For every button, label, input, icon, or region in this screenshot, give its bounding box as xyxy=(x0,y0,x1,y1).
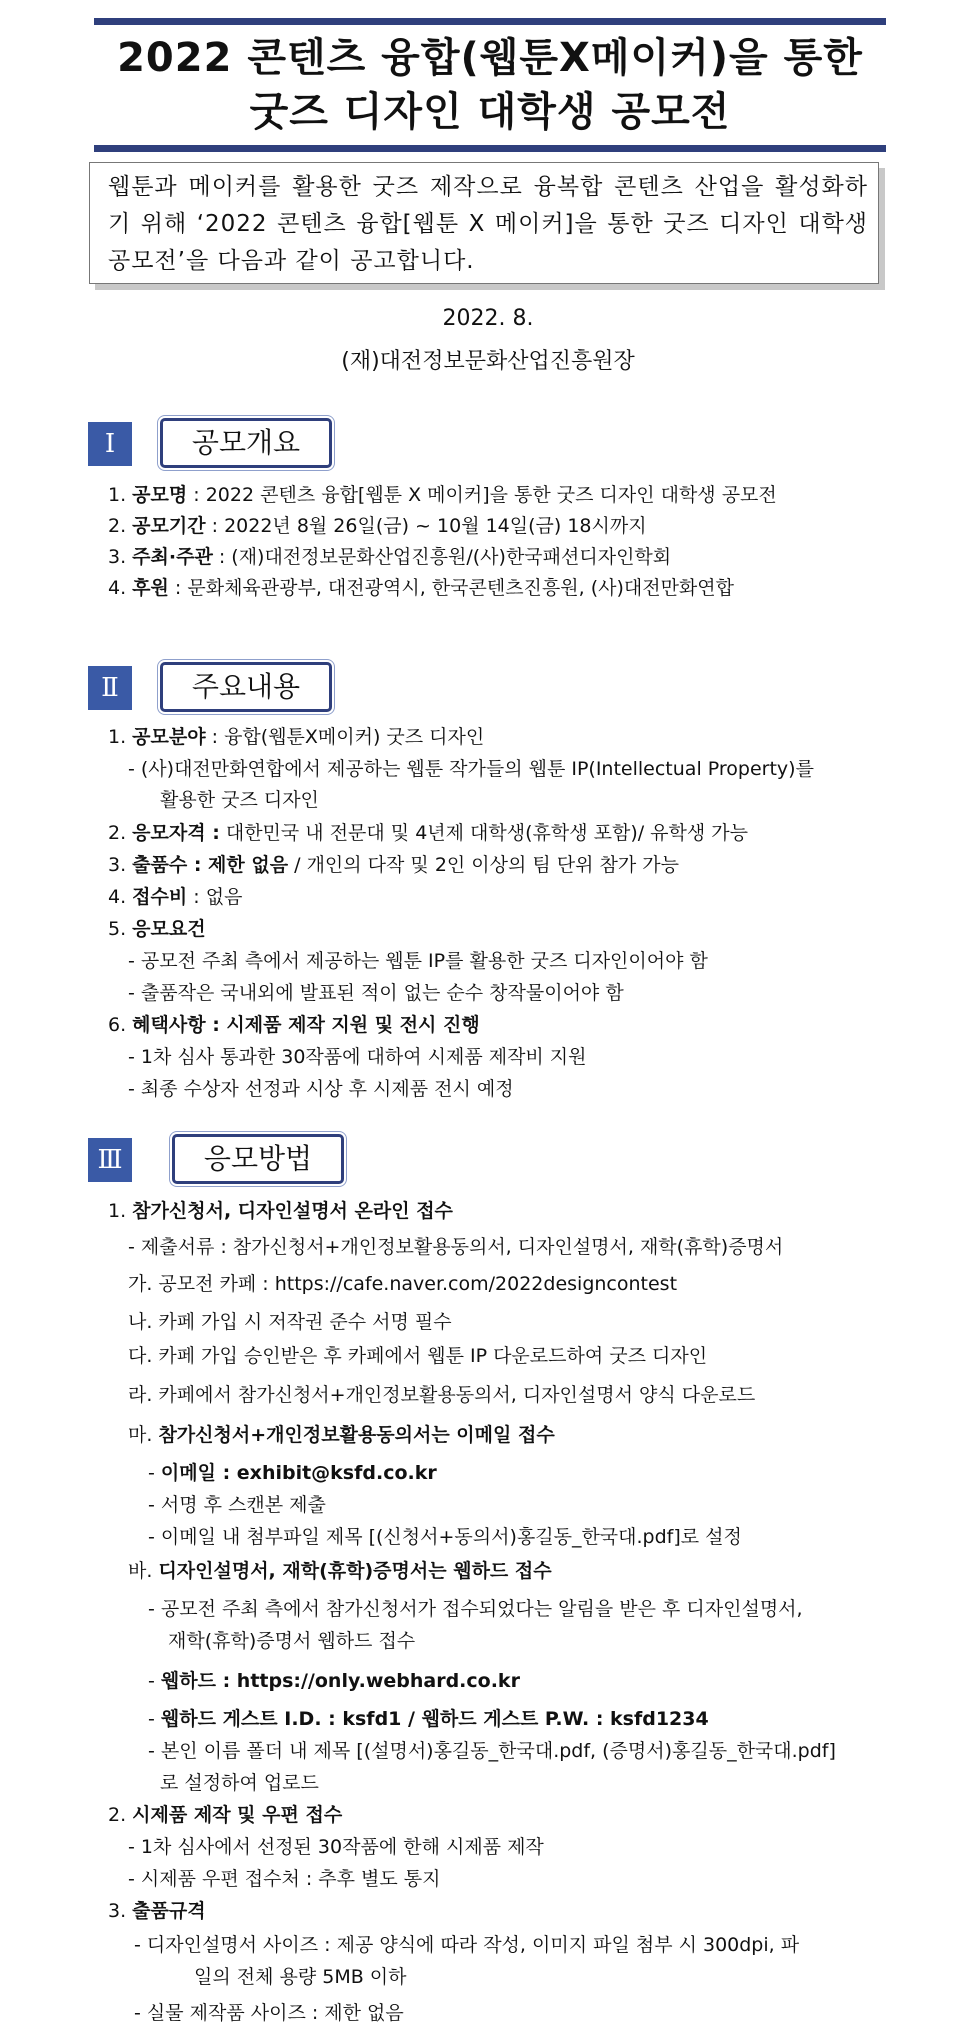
method-webhard-desc: - 공모전 주최 측에서 참가신청서가 접수되었다는 알림을 받은 후 디자인설명서, xyxy=(148,1598,803,1620)
method-item-1: 1. 참가신청서, 디자인설명서 온라인 접수 xyxy=(108,1200,453,1222)
section-2-number: Ⅱ xyxy=(88,666,132,710)
section-3-number: Ⅲ xyxy=(88,1138,132,1182)
section-1-number: Ⅰ xyxy=(88,422,132,466)
notice-date: 2022. 8. xyxy=(442,306,534,331)
section-3-title: 응모방법 xyxy=(172,1134,344,1184)
notice-organizer: (재)대전정보문화산업진흥원장 xyxy=(341,349,635,374)
content-item-6-benefit-2: - 최종 수상자 선정과 시상 후 시제품 전시 예정 xyxy=(128,1078,514,1100)
title-line-1: 2022 콘텐츠 융합(웹툰X메이커)을 통한 xyxy=(117,35,863,81)
method-webhard-filename-cont: 로 설정하여 업로드 xyxy=(160,1772,319,1794)
content-item-6-benefit-1: - 1차 심사 통과한 30작품에 대하여 시제품 제작비 지원 xyxy=(128,1046,587,1068)
method-step-ma: 마. 참가신청서+개인정보활용동의서는 이메일 접수 xyxy=(128,1424,555,1446)
method-spec-2: - 실물 제작품 사이즈 : 제한 없음 xyxy=(134,2002,404,2024)
title-line-2: 굿즈 디자인 대학생 공모전 xyxy=(249,89,731,135)
content-item-5-req-1: - 공모전 주최 측에서 제공하는 웹툰 IP를 활용한 굿즈 디자인이어야 함 xyxy=(128,950,708,972)
content-item-6: 6. 혜택사항 : 시제품 제작 지원 및 전시 진행 xyxy=(108,1014,480,1036)
method-documents: - 제출서류 : 참가신청서+개인정보활용동의서, 디자인설명서, 재학(휴학)증명서 xyxy=(128,1236,784,1258)
content-item-1: 1. 공모분야 : 융합(웹툰X메이커) 굿즈 디자인 xyxy=(108,726,485,748)
section-1-title: 공모개요 xyxy=(160,418,332,468)
method-prototype-1: - 1차 심사에서 선정된 30작품에 한해 시제품 제작 xyxy=(128,1836,544,1858)
overview-item-3: 3. 주최·주관 : (재)대전정보문화산업진흥원/(사)한국패션디자인학회 xyxy=(108,546,672,568)
intro-box: 웹툰과 메이커를 활용한 굿즈 제작으로 융복합 콘텐츠 산업을 활성화하기 위해 ‘2022 콘텐츠 융합[웹툰 X 메이커]을 통한 굿즈 디자인 대학생 공모전’을 다음과 같이 공고합니다. xyxy=(89,162,879,284)
title-bottom-rule xyxy=(94,145,886,152)
method-item-3: 3. 출품규격 xyxy=(108,1900,206,1922)
method-step-ra: 라. 카페에서 참가신청서+개인정보활용동의서, 디자인설명서 양식 다운로드 xyxy=(128,1384,756,1406)
section-2-title: 주요내용 xyxy=(160,662,332,712)
title-block xyxy=(94,18,886,152)
method-email-filename: - 이메일 내 첨부파일 제목 [(신청서+동의서)홍길동_한국대.pdf]로 설정 xyxy=(148,1526,742,1548)
content-item-1-desc-cont: 활용한 굿즈 디자인 xyxy=(160,789,319,811)
method-webhard-filename: - 본인 이름 폴더 내 제목 [(설명서)홍길동_한국대.pdf, (증명서)홍길동_한국대.pdf] xyxy=(148,1740,836,1762)
content-item-5: 5. 응모요건 xyxy=(108,918,206,940)
method-spec-1-cont: 일의 전체 용량 5MB 이하 xyxy=(194,1966,407,1988)
overview-item-1: 1. 공모명 : 2022 콘텐츠 융합[웹툰 X 메이커]을 통한 굿즈 디자인 대학생 공모전 xyxy=(108,484,777,506)
method-email-scan: - 서명 후 스캔본 제출 xyxy=(148,1494,326,1516)
overview-item-2: 2. 공모기간 : 2022년 8월 26일(금) ~ 10월 14일(금) 18시까지 xyxy=(108,515,647,537)
content-item-1-desc: - (사)대전만화연합에서 제공하는 웹툰 작가들의 웹툰 IP(Intellectual Property)를 xyxy=(128,758,814,780)
method-step-ba: 바. 디자인설명서, 재학(휴학)증명서는 웹하드 접수 xyxy=(128,1560,552,1582)
method-webhard-credentials: - 웹하드 게스트 I.D. : ksfd1 / 웹하드 게스트 P.W. : ksfd1234 xyxy=(148,1708,709,1730)
method-step-da: 다. 카페 가입 승인받은 후 카페에서 웹툰 IP 다운로드하여 굿즈 디자인 xyxy=(128,1345,708,1367)
title-top-rule xyxy=(94,18,886,25)
method-spec-1: - 디자인설명서 사이즈 : 제공 양식에 따라 작성, 이미지 파일 첨부 시 300dpi, 파 xyxy=(134,1934,800,1956)
method-webhard-desc-cont: 재학(휴학)증명서 웹하드 접수 xyxy=(168,1630,416,1652)
method-item-2: 2. 시제품 제작 및 우편 접수 xyxy=(108,1804,343,1826)
page-title xyxy=(94,25,886,145)
method-step-ga: 가. 공모전 카페 : https://cafe.naver.com/2022designcontest xyxy=(128,1273,678,1295)
content-item-5-req-2: - 출품작은 국내외에 발표된 적이 없는 순수 창작물이어야 함 xyxy=(128,982,624,1004)
method-prototype-2: - 시제품 우편 접수처 : 추후 별도 통지 xyxy=(128,1868,441,1890)
overview-item-4: 4. 후원 : 문화체육관광부, 대전광역시, 한국콘텐츠진흥원, (사)대전만화연합 xyxy=(108,577,734,599)
method-webhard-url: - 웹하드 : https://only.webhard.co.kr xyxy=(148,1670,520,1692)
content-item-3: 3. 출품수 : 제한 없음 / 개인의 다작 및 2인 이상의 팀 단위 참가 가능 xyxy=(108,854,679,876)
method-email: - 이메일 : exhibit@ksfd.co.kr xyxy=(148,1462,437,1484)
method-step-na: 나. 카페 가입 시 저작권 준수 서명 필수 xyxy=(128,1311,452,1333)
content-item-2: 2. 응모자격 : 대한민국 내 전문대 및 4년제 대학생(휴학생 포함)/ 유학생 가능 xyxy=(108,822,748,844)
content-item-4: 4. 접수비 : 없음 xyxy=(108,886,243,908)
